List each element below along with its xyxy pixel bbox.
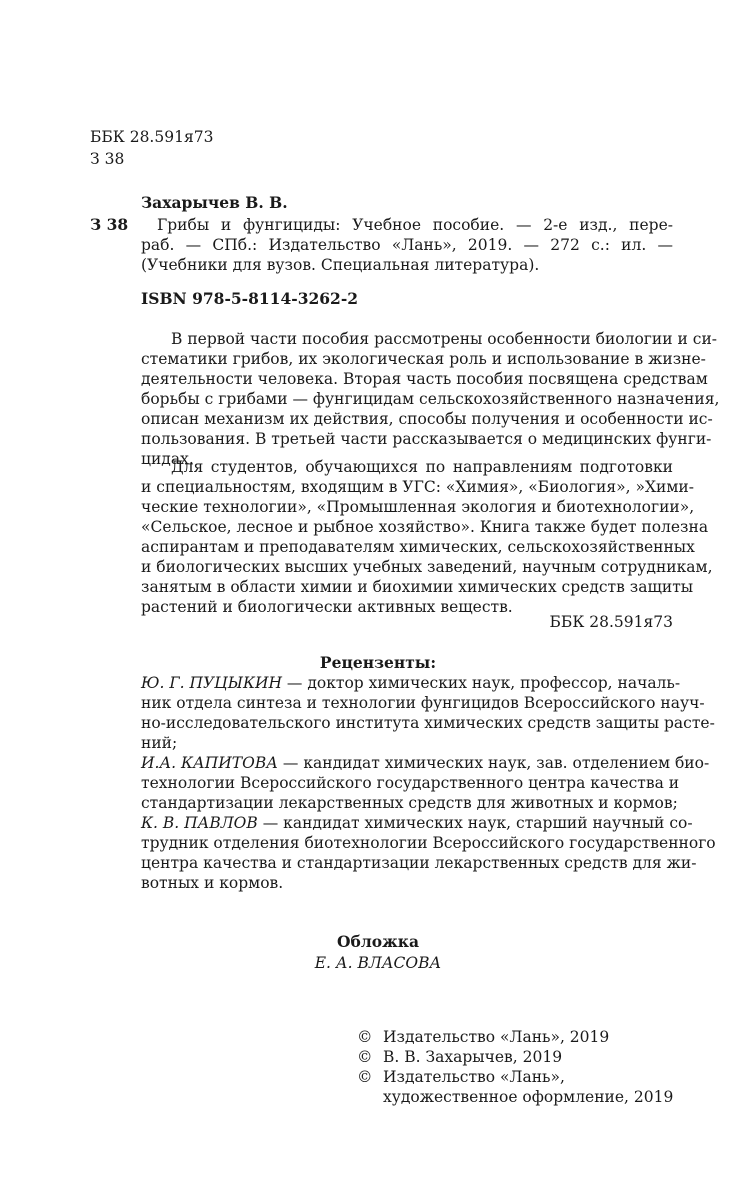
reviewer-3 [141, 813, 716, 893]
reviewer-1 [141, 673, 715, 753]
reviewer-1-name: Ю. Г. ПУЦЫКИН [141, 674, 282, 692]
bbk-code-right: ББК 28.591я73 [549, 613, 673, 631]
reviewer-2-line: технологии Всероссийского государственного центра качества и [141, 774, 680, 792]
reviewer-3-line: трудник отделения биотехнологии Всероссийского государственного [141, 834, 716, 852]
author-name: Захарычев В. В. [141, 193, 288, 212]
reviewer-3-line: центра качества и стандартизации лекарственных средств для жи- [141, 854, 697, 872]
abstract-line: пользования. В третьей части рассказывается о медицинских фунги- [141, 430, 712, 448]
abstract-line: описан механизм их действия, способы получения и особенности ис- [141, 410, 713, 428]
copyright-line: В. В. Захарычев, 2019 [383, 1048, 563, 1066]
reviewer-3-name: К. В. ПАВЛОВ [141, 814, 258, 832]
abstract-line: В первой части пособия рассмотрены особенности биологии и си- [171, 330, 718, 348]
reviewer-2-line: — кандидат химических наук, зав. отделением био- [277, 754, 710, 772]
reviewer-2-line: стандартизации лекарственных средств для животных и кормов; [141, 794, 678, 812]
author-mark-side: З 38 [90, 215, 129, 234]
abstract-line: цидах. [141, 450, 194, 468]
abstract-line: стематики грибов, их экологическая роль и использование в жизне- [141, 350, 706, 368]
bibliographic-description [141, 215, 673, 275]
bib-line: (Учебники для вузов. Специальная литература). [141, 256, 540, 274]
reviewer-3-line: — кандидат химических наук, старший научный со- [257, 814, 693, 832]
abstract-line: борьбы с грибами — фунгицидам сельскохозяйственного назначения, [141, 390, 720, 408]
abstract-line: «Сельское, лесное и рыбное хозяйство». Книга также будет полезна [141, 518, 709, 536]
abstract-paragraph-1 [141, 329, 720, 469]
cover-designer: Е. А. ВЛАСОВА [314, 954, 442, 972]
abstract-line: ческие технологии», «Промышленная экология и биотехнологии», [141, 498, 695, 516]
abstract-line: деятельности человека. Вторая часть пособия посвящена средствам [141, 370, 708, 388]
copyright-line: художественное оформление, 2019 [383, 1088, 674, 1106]
abstract-line: и специальностям, входящим в УГС: «Химия», «Биология», »Хими- [141, 478, 694, 496]
reviewer-1-line: но-исследовательского института химических средств защиты расте- [141, 714, 715, 732]
copyright-line: Издательство «Лань», [383, 1068, 565, 1086]
reviewer-2-name: И.А. КАПИТОВА [141, 754, 278, 772]
abstract-paragraph-2 [141, 457, 713, 617]
copyright-icon: © [357, 1048, 373, 1066]
copyright-icon: © [357, 1068, 373, 1086]
bbk-code: ББК 28.591я73 [90, 128, 214, 146]
abstract-line: растений и биологически активных веществ. [141, 598, 513, 616]
bib-line: раб. — СПб.: Издательство «Лань», 2019. — 272 с.: ил. — [141, 236, 673, 254]
reviewer-1-line: ний; [141, 734, 178, 752]
abstract-line: Для студентов, обучающихся по направлениям подготовки [171, 458, 673, 476]
author-mark: З 38 [90, 150, 125, 168]
bib-line: Грибы и фунгициды: Учебное пособие. — 2-е изд., пере- [157, 216, 673, 234]
reviewer-1-line: ник отдела синтеза и технологии фунгицидов Всероссийского науч- [141, 694, 705, 712]
isbn: ISBN 978-5-8114-3262-2 [141, 289, 359, 308]
abstract-line: и биологических высших учебных заведений, научным сотрудникам, [141, 558, 713, 576]
copyright-block [357, 1027, 697, 1107]
copyright-line: Издательство «Лань», 2019 [383, 1028, 610, 1046]
copyright-icon: © [357, 1028, 373, 1046]
abstract-line: занятым в области химии и биохимии химических средств защиты [141, 578, 694, 596]
reviewer-1-line: — доктор химических наук, профессор, началь- [281, 674, 681, 692]
reviewer-2 [141, 753, 710, 813]
cover-heading: Обложка [337, 932, 419, 951]
reviewer-3-line: вотных и кормов. [141, 874, 284, 892]
reviewers-heading: Рецензенты: [319, 653, 437, 672]
abstract-line: аспирантам и преподавателям химических, сельскохозяйственных [141, 538, 695, 556]
